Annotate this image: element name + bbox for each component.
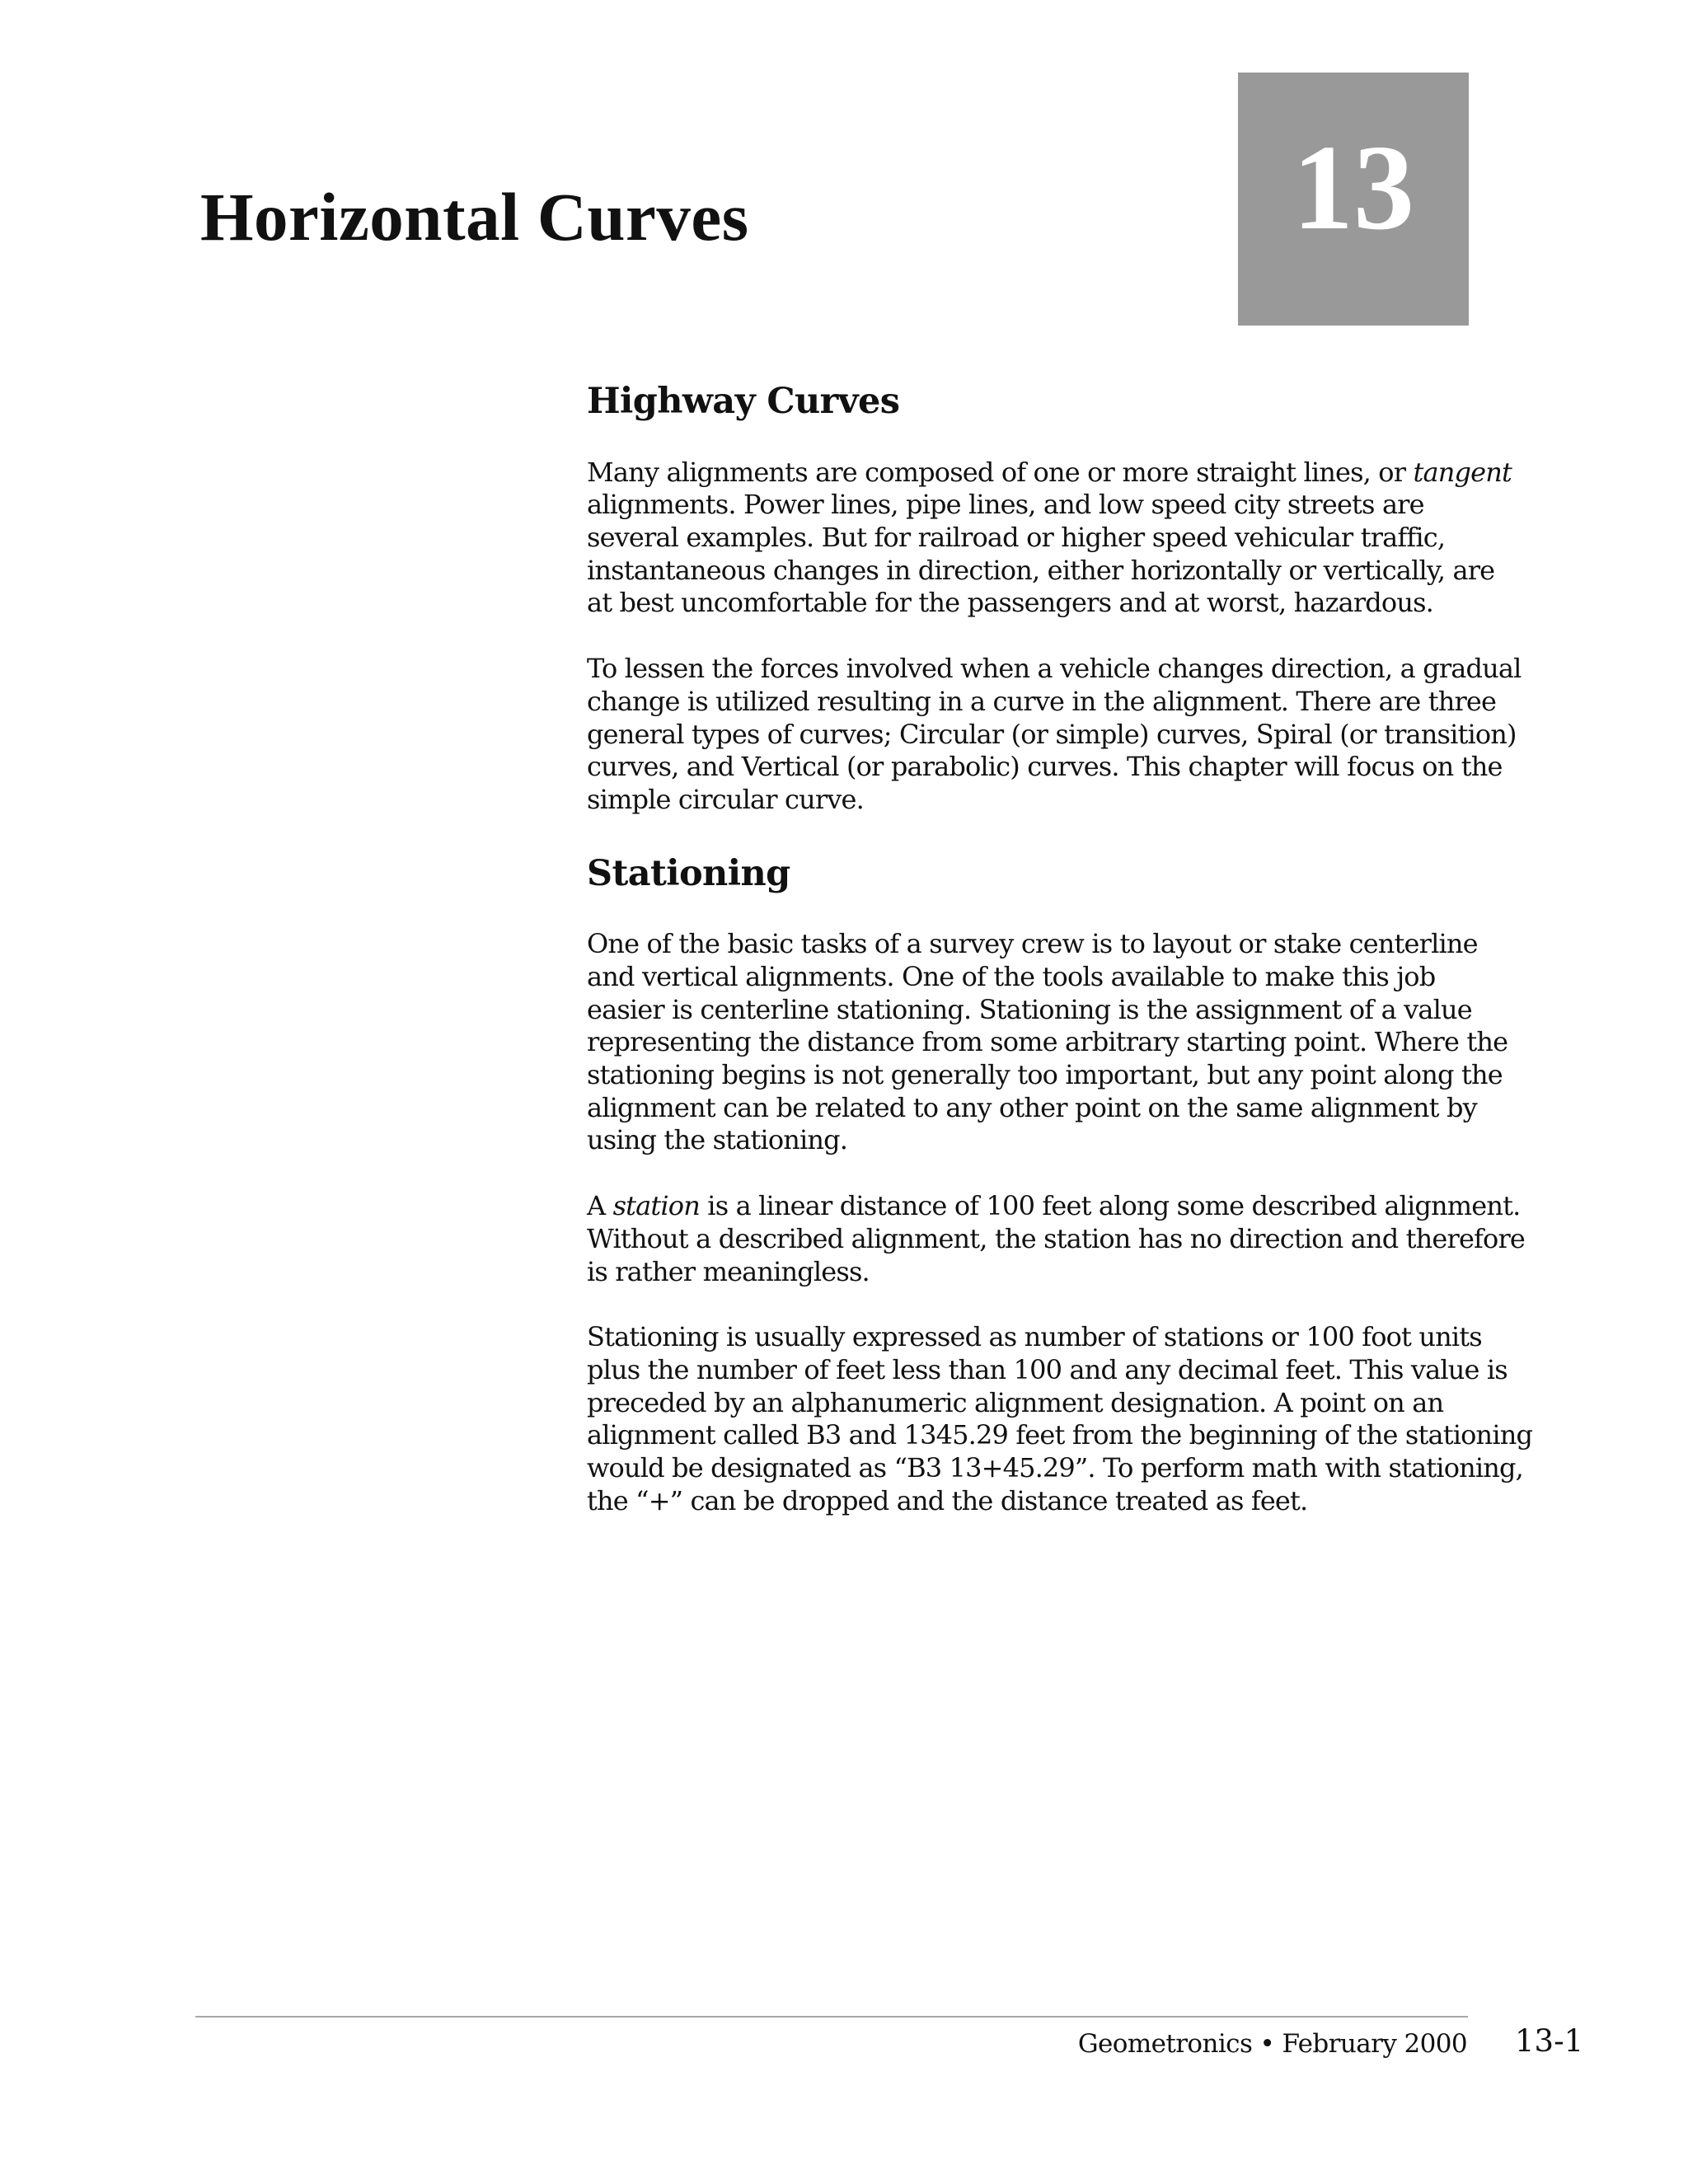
section-heading: Highway Curves — [587, 381, 900, 422]
paragraph-line: at best uncomfortable for the passengers and at worst, hazardous. — [587, 587, 1433, 619]
paragraph-line: general types of curves; Circular (or simple) curves, Spiral (or transition) — [587, 718, 1517, 750]
paragraph-line: Without a described alignment, the station has no direction and therefore — [587, 1222, 1525, 1254]
paragraph-line: alignment called B3 and 1345.29 feet from the beginning of the stationing — [587, 1419, 1533, 1451]
paragraph-line: would be designated as “B3 13+45.29”. To perform math with stationing, — [587, 1452, 1523, 1484]
paragraph — [587, 928, 1508, 1157]
paragraph-line: alignments. Power lines, pipe lines, and low speed city streets are — [587, 489, 1424, 521]
paragraph — [587, 1190, 1525, 1288]
paragraph-line: A station is a linear distance of 100 feet along some described alignment. — [587, 1190, 1521, 1222]
paragraph-line: Stationing is usually expressed as number of stations or 100 foot units — [587, 1321, 1482, 1353]
paragraph-line: the “+” can be dropped and the distance treated as feet. — [587, 1484, 1308, 1516]
paragraph-line: One of the basic tasks of a survey crew is to layout or stake centerline — [587, 928, 1478, 960]
emphasized-term: tangent — [1413, 456, 1512, 488]
paragraph-line: plus the number of feet less than 100 and any decimal feet. This value is — [587, 1353, 1507, 1385]
paragraph-line: Many alignments are composed of one or more straight lines, or tangent — [587, 456, 1512, 488]
section-highway-curves — [587, 381, 1522, 817]
section-heading: Stationing — [587, 852, 790, 894]
main-content — [587, 381, 1533, 1550]
paragraph-line: alignment can be related to any other point on the same alignment by — [587, 1091, 1477, 1123]
chapter-number: 13 — [1292, 120, 1414, 255]
paragraph-line: several examples. But for railroad or higher speed vehicular traffic, — [587, 522, 1446, 553]
paragraph-line: using the stationing. — [587, 1124, 848, 1156]
page-number: 13-1 — [1515, 2023, 1584, 2059]
paragraph — [587, 456, 1512, 621]
paragraph-line: curves, and Vertical (or parabolic) curves. This chapter will focus on the — [587, 751, 1503, 783]
paragraph-line: change is utilized resulting in a curve in the alignment. There are three — [587, 685, 1497, 717]
paragraph-line: instantaneous changes in direction, either horizontally or vertically, are — [587, 554, 1495, 586]
emphasized-term: station — [612, 1190, 700, 1222]
paragraph-line: preceded by an alphanumeric alignment designation. A point on an — [587, 1386, 1444, 1418]
paragraph-line: is rather meaningless. — [587, 1255, 870, 1287]
footer-publication: Geometronics • February 2000 — [1077, 2029, 1467, 2059]
paragraph-line: representing the distance from some arbitrary starting point. Where the — [587, 1026, 1508, 1058]
section-stationing — [587, 852, 1533, 1518]
paragraph-line: easier is centerline stationing. Stationing is the assignment of a value — [587, 993, 1472, 1025]
paragraph-line: stationing begins is not generally too important, but any point along the — [587, 1059, 1503, 1091]
footer-divider — [195, 2016, 1468, 2018]
chapter-number-badge — [1238, 73, 1469, 326]
paragraph-line: simple circular curve. — [587, 783, 864, 815]
chapter-title: Horizontal Curves — [200, 179, 749, 255]
paragraph — [587, 653, 1522, 817]
paragraph-line: To lessen the forces involved when a vehicle changes direction, a gradual — [587, 653, 1522, 685]
paragraph-line: and vertical alignments. One of the tools available to make this job — [587, 960, 1436, 992]
paragraph — [587, 1321, 1533, 1517]
